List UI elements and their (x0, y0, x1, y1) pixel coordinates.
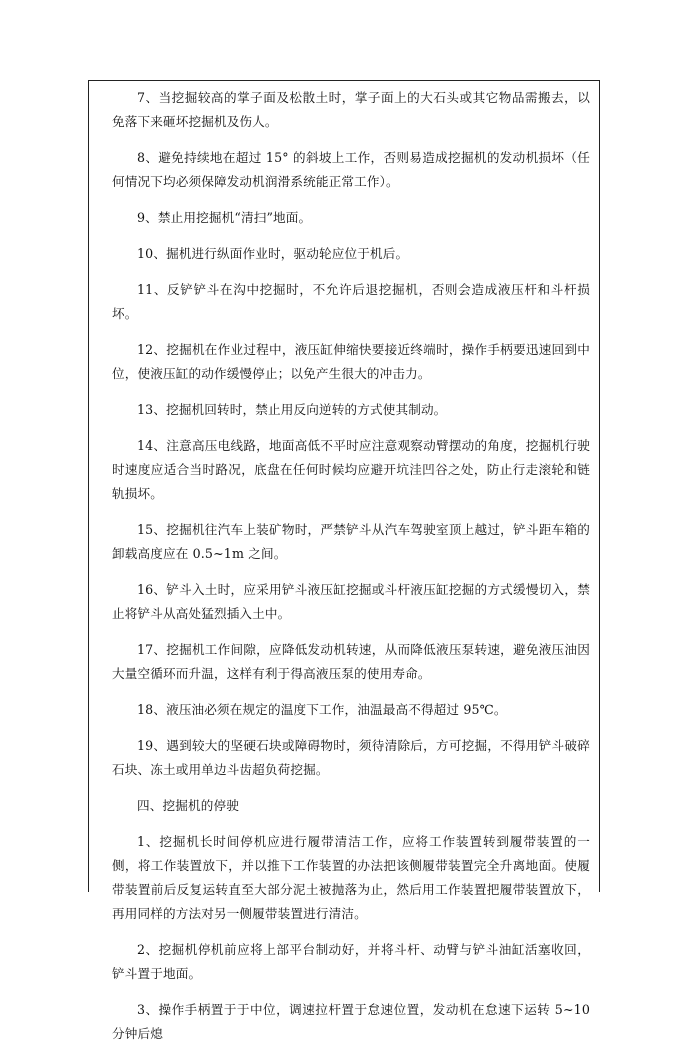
paragraph-18: 18、液压油必须在规定的温度下工作，油温最高不得超过 95℃。 (137, 702, 507, 717)
section-heading-stop: 四、挖掘机的停驶 (137, 798, 239, 813)
paragraph-15: 15、挖掘机往汽车上装矿物时，严禁铲斗从汽车驾驶室顶上越过，铲斗距车箱的卸载高度应在 0.5~1m 之间。 (112, 522, 590, 561)
paragraph-17: 17、挖掘机工作间隙，应降低发动机转速，从而降低液压泵转速，避免液压油因大量空循环而升温，这样有利于得高液压泵的使用寿命。 (112, 642, 590, 681)
paragraph-12: 12、挖掘机在作业过程中，液压缸伸缩快要接近终端时，操作手柄要迅速回到中位，使液压缸的动作缓慢停止；以免产生很大的冲击力。 (112, 342, 590, 381)
paragraph-stop-2: 2、挖掘机停机前应将上部平台制动好，并将斗杆、动臂与铲斗油缸活塞收回，铲斗置于地面。 (112, 942, 590, 981)
paragraph-7: 7、当挖掘较高的掌子面及松散土时，掌子面上的大石头或其它物品需搬去，以免落下来砸坏挖掘机及伤人。 (112, 90, 590, 129)
paragraph-11: 11、反铲铲斗在沟中挖掘时，不允许后退挖掘机，否则会造成液压杆和斗杆损坏。 (112, 282, 590, 321)
document-body (112, 86, 590, 1046)
paragraph-stop-1: 1、挖掘机长时间停机应进行履带清洁工作，应将工作装置转到履带装置的一侧，将工作装置放下，并以推下工作装置的办法把该侧履带装置完全升离地面。使履带装置前后反复运转直至大部分泥土被抛落为止，然后用工作装置把履带装置放下，再用同样的方法对另一侧履带装置进行清洁。 (112, 834, 590, 921)
paragraph-9: 9、禁止用挖掘机“清扫”地面。 (137, 210, 312, 225)
paragraph-10: 10、掘机进行纵面作业时，驱动轮应位于机后。 (137, 246, 409, 261)
paragraph-13: 13、挖掘机回转时，禁止用反向逆转的方式使其制动。 (137, 402, 447, 417)
paragraph-16: 16、铲斗入土时，应采用铲斗液压缸挖掘或斗杆液压缸挖掘的方式缓慢切入，禁止将铲斗从高处猛烈插入土中。 (112, 582, 590, 621)
paragraph-8: 8、避免持续地在超过 15° 的斜坡上工作，否则易造成挖掘机的发动机损坏（任何情况下均必须保障发动机润滑系统能正常工作）。 (112, 150, 590, 189)
paragraph-stop-3: 3、操作手柄置于于中位，调速拉杆置于怠速位置，发动机在怠速下运转 5~10 分钟后熄 (112, 1002, 590, 1041)
paragraph-19: 19、遇到较大的坚硬石块或障碍物时，须待清除后，方可挖掘，不得用铲斗破碎石块、冻土或用单边斗齿超负荷挖掘。 (112, 738, 590, 777)
paragraph-14: 14、注意高压电线路，地面高低不平时应注意观察动臂摆动的角度，挖掘机行驶时速度应适合当时路况，底盘在任何时候均应避开坑洼凹谷之处，防止行走滚轮和链轨损坏。 (112, 438, 590, 501)
